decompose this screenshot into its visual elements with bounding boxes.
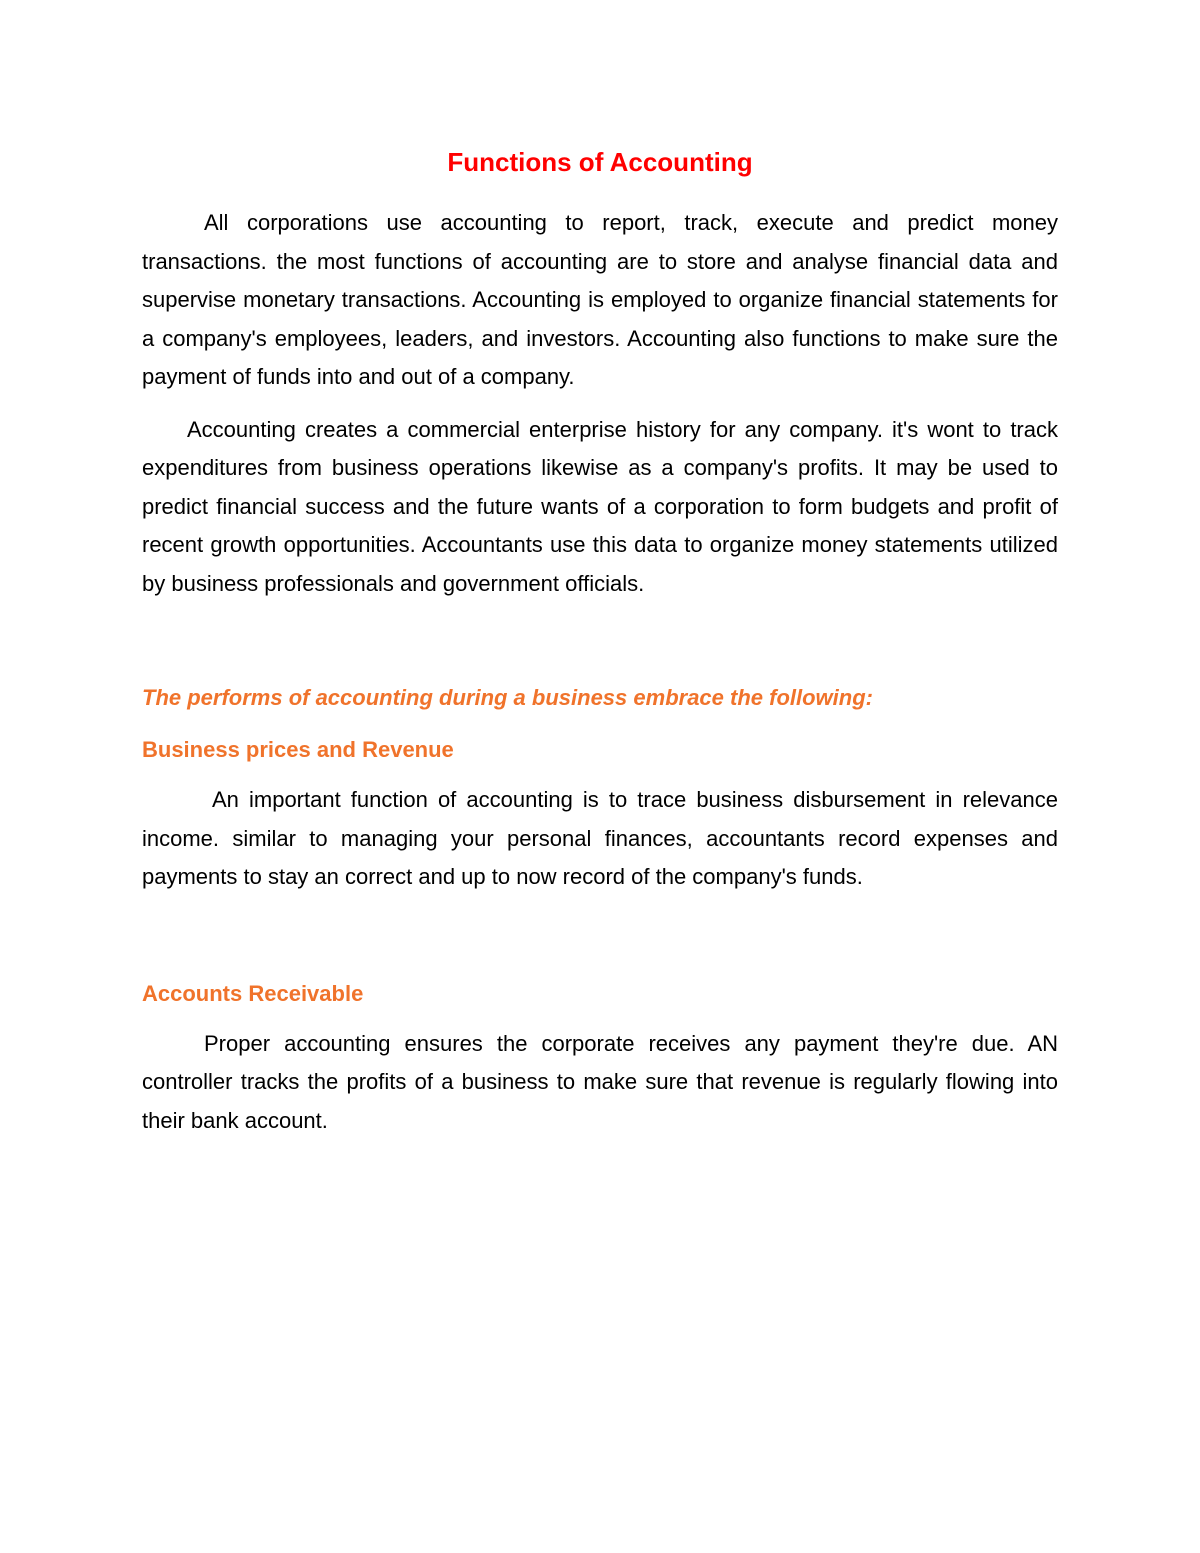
section-text-business-prices: An important function of accounting is to trace business disbursement in relevance income. similar to managing your personal finances, accountants record expenses and payments to stay an correct and up to now record of the company's funds. <box>142 787 1058 889</box>
intro-paragraph: All corporations use accounting to report, track, execute and predict money transactions. the most functions of accounting are to store and analyse financial data and supervise monetary transactions. Accounting is employed to organize financial statements for a company's employees, leaders, and investors. Accounting also functions to make sure the payment of funds into and out of a company. <box>142 210 1058 389</box>
sections-heading: The performs of accounting during a business embrace the following: <box>142 685 873 710</box>
history-paragraph: Accounting creates a commercial enterprise history for any company. it's wont to track expenditures from business operations likewise as a company's profits. It may be used to predict financial success and the future wants of a corporation to form budgets and profit of recent growth opportunities. Accountants use this data to organize money statements utilized by business professionals and government officials. <box>142 416 1058 596</box>
section-heading-accounts-receivable: Accounts Receivable <box>142 980 364 1006</box>
document-content <box>142 140 1058 1154</box>
section-text-accounts-receivable: Proper accounting ensures the corporate receives any payment they're due. AN controller tracks the profits of a business to make sure that revenue is regularly flowing into their bank account. <box>142 1030 1058 1133</box>
document-title: Functions of Accounting <box>447 147 753 177</box>
section-heading-business-prices: Business prices and Revenue <box>142 737 454 762</box>
